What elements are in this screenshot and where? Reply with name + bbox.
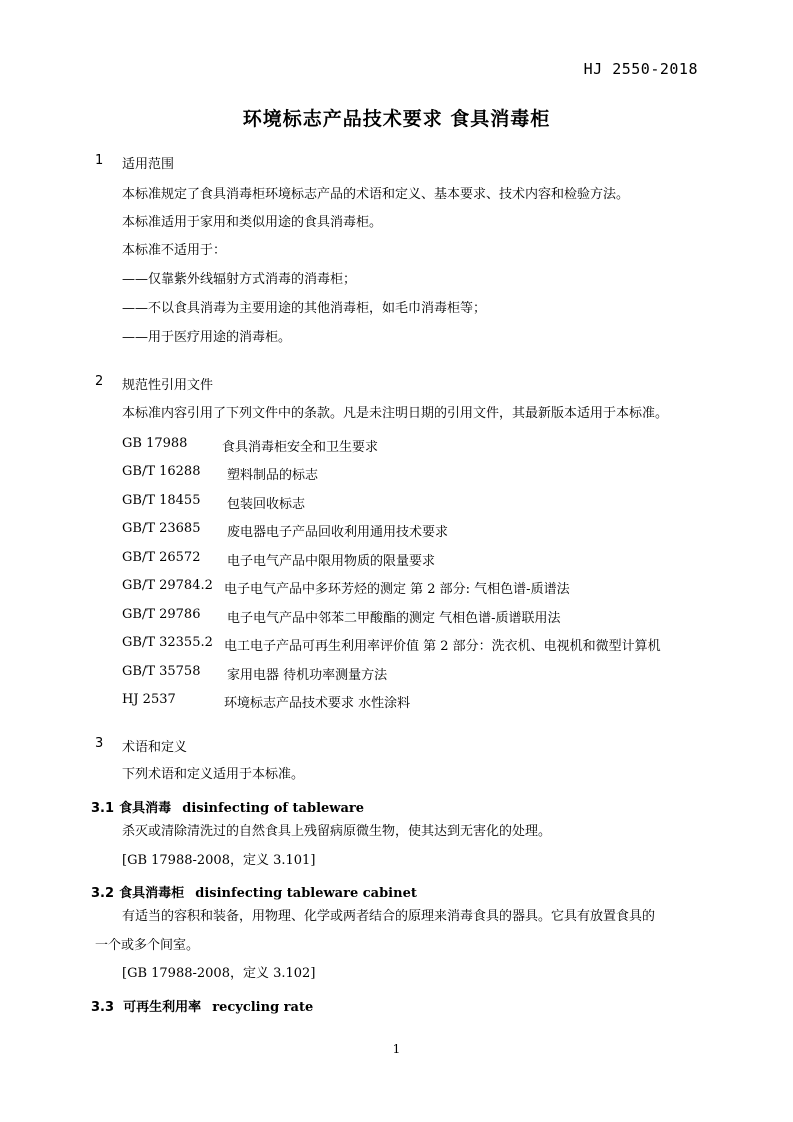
reference-code: GB/T 35758 <box>122 664 201 679</box>
term-zh: 食具消毒 <box>119 801 172 816</box>
reference-code: GB/T 32355.2 <box>122 635 213 650</box>
list-item: ——不以食具消毒为主要用途的其他消毒柜，如毛巾消毒柜等； <box>122 301 487 316</box>
section-number: 2 <box>95 374 104 389</box>
reference-title: 环境标志产品技术要求 水性涂料 <box>224 696 411 711</box>
term-number: 3.3 <box>91 1000 115 1015</box>
reference-title: 电子电气产品中邻苯二甲酸酯的测定 气相色谱-质谱联用法 <box>227 611 561 626</box>
page-number: 1 <box>392 1042 401 1056</box>
reference-title: 家用电器 待机功率测量方法 <box>227 668 388 683</box>
term-zh: 食具消毒柜 <box>119 886 185 901</box>
term-number: 3.1 <box>91 801 115 816</box>
paragraph: 本标准规定了食具消毒柜环境标志产品的术语和定义、基本要求、技术内容和检验方法。 <box>122 187 630 202</box>
section-title: 术语和定义 <box>122 740 188 755</box>
term-heading <box>91 882 417 901</box>
section-title: 规范性引用文件 <box>122 378 214 393</box>
reference-code: GB/T 23685 <box>122 521 201 536</box>
term-source: [GB 17988-2008，定义 3.102] <box>122 966 316 981</box>
document-code: HJ 2550-2018 <box>583 60 698 78</box>
section-title: 适用范围 <box>122 157 175 172</box>
reference-title: 包装回收标志 <box>227 497 306 512</box>
term-source: [GB 17988-2008，定义 3.101] <box>122 853 316 868</box>
paragraph: 本标准内容引用了下列文件中的条款。凡是未注明日期的引用文件，其最新版本适用于本标准。 <box>122 406 669 421</box>
section-number: 3 <box>95 736 104 751</box>
reference-code: GB/T 29786 <box>122 607 201 622</box>
section-number: 1 <box>95 153 104 168</box>
term-definition: 杀灭或清除清洗过的自然食具上残留病原微生物，使其达到无害化的处理。 <box>122 824 552 839</box>
paragraph: 下列术语和定义适用于本标准。 <box>122 767 305 782</box>
term-en: recycling rate <box>212 1000 314 1015</box>
document-title: 环境标志产品技术要求 食具消毒柜 <box>242 108 551 130</box>
reference-code: GB/T 29784.2 <box>122 578 213 593</box>
reference-title: 食具消毒柜安全和卫生要求 <box>222 440 379 455</box>
term-heading <box>91 996 313 1015</box>
reference-code: GB/T 18455 <box>122 493 201 508</box>
list-item: ——用于医疗用途的消毒柜。 <box>122 330 292 345</box>
reference-code: GB 17988 <box>122 436 188 451</box>
reference-title: 电子电气产品中多环芳烃的测定 第 2 部分: 气相色谱-质谱法 <box>224 582 570 597</box>
reference-title: 废电器电子产品回收利用通用技术要求 <box>227 525 449 540</box>
reference-title: 塑料制品的标志 <box>227 468 319 483</box>
term-zh: 可再生利用率 <box>123 1000 202 1015</box>
paragraph: 本标准适用于家用和类似用途的食具消毒柜。 <box>122 215 383 230</box>
term-en: disinfecting tableware cabinet <box>195 886 417 901</box>
term-number: 3.2 <box>91 886 115 901</box>
paragraph: 本标准不适用于： <box>122 243 227 258</box>
reference-title: 电子电气产品中限用物质的限量要求 <box>227 554 436 569</box>
reference-code: GB/T 16288 <box>122 464 201 479</box>
reference-title: 电工电子产品可再生利用率评价值 第 2 部分：洗衣机、电视机和微型计算机 <box>224 639 661 654</box>
reference-code: HJ 2537 <box>122 692 176 707</box>
term-definition: 一个或多个间室。 <box>95 938 200 953</box>
reference-code: GB/T 26572 <box>122 550 201 565</box>
term-en: disinfecting of tableware <box>182 801 365 816</box>
term-definition: 有适当的容积和装备，用物理、化学或两者结合的原理来消毒食具的器具。它具有放置食具的 <box>122 909 656 924</box>
list-item: ——仅靠紫外线辐射方式消毒的消毒柜； <box>122 272 357 287</box>
term-heading <box>91 797 364 816</box>
